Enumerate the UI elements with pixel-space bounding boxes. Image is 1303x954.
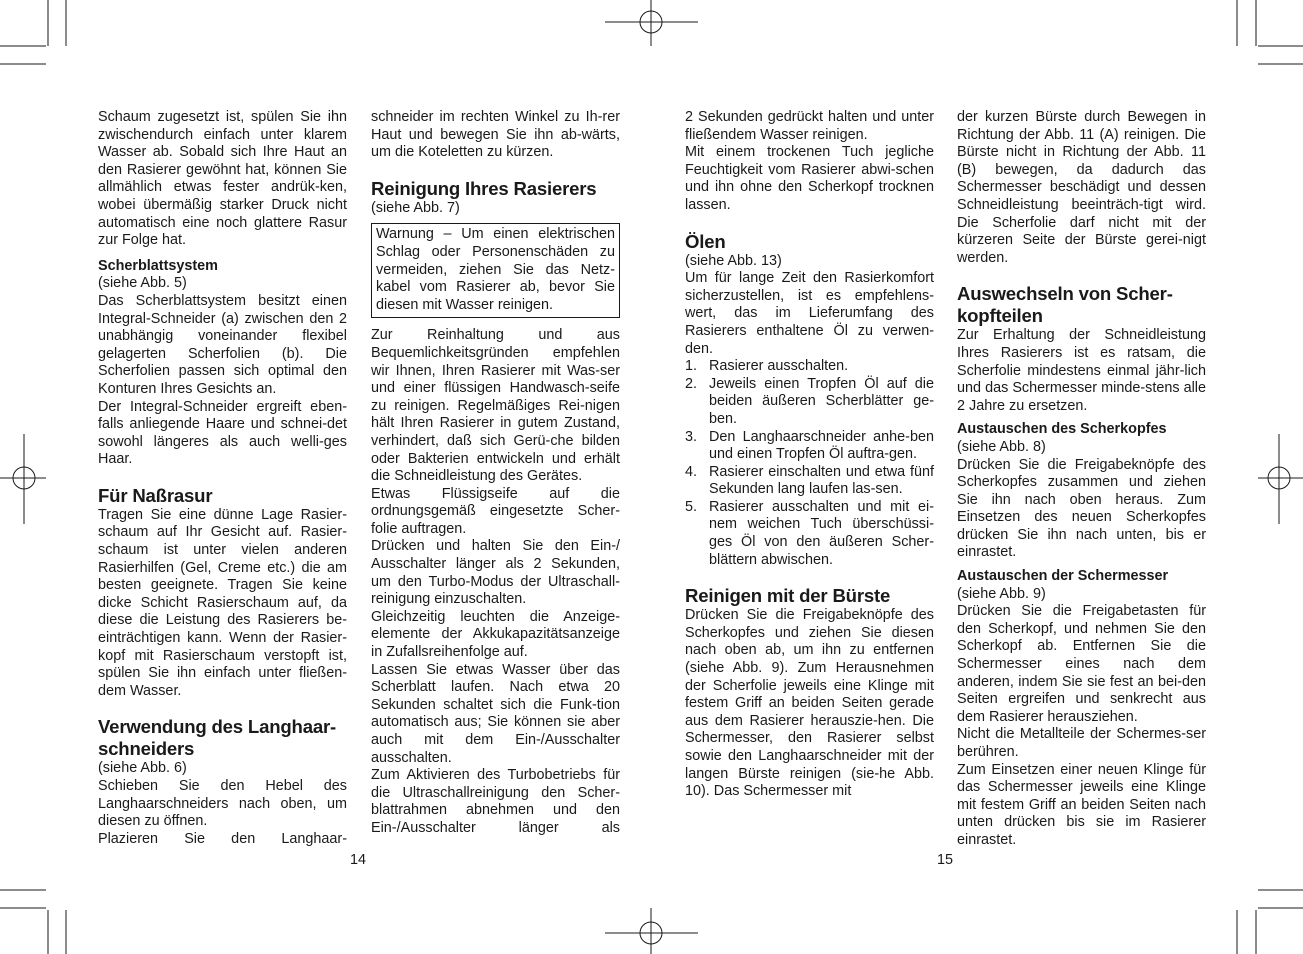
paragraph: Zum Einsetzen einer neuen Klinge für das Schermesser jeweils eine Klinge mit festem Griff an beiden Seiten nach unten drücken bis sie im Rasierer einrastet. — [957, 761, 1206, 848]
column-2 — [371, 109, 620, 838]
figure-reference: (siehe Abb. 13) — [685, 252, 782, 269]
list-item — [685, 499, 934, 569]
page-number-left: 14 — [350, 852, 367, 868]
heading-oelen: Ölen — [685, 230, 726, 252]
figure-reference: (siehe Abb. 7) — [371, 199, 460, 216]
step-number: 4. — [685, 463, 698, 480]
paragraph: Drücken Sie die Freigabeknöpfe des Scherkopfes zusammen und ziehen Sie ihn nach oben heraus. Zum Einsetzen des neuen Scherkopfes drücken Sie ihn nach unten, bis er einrastet. — [957, 456, 1206, 561]
list-item — [685, 358, 934, 376]
warning-box — [371, 223, 620, 318]
paragraph: Nicht die Metallteile der Schermes-ser berühren. — [957, 726, 1206, 760]
step-number: 2. — [685, 375, 698, 392]
paragraph: Mit einem trockenen Tuch jegliche Feuchtigkeit vom Rasierer abwi-schen und ihn ohne den Scherkopf trocknen lassen. — [685, 144, 934, 213]
paragraph: Drücken Sie die Freigabetasten für den Scherkopf, und nehmen Sie den Scherkopf ab. Entfernen Sie die Schermesser eines nach dem anderen, indem Sie sie fest an bei-den Seiten ergreifen und senkrecht aus dem Rasierer herausziehen. — [957, 603, 1206, 725]
figure-reference: (siehe Abb. 5) — [98, 275, 187, 292]
oiling-steps-list — [685, 358, 934, 569]
heading-buerste: Reinigen mit der Bürste — [685, 585, 891, 607]
step-text: Jeweils einen Tropfen Öl auf die beiden äußeren Scherblätter ge-ben. — [709, 375, 934, 427]
list-item — [685, 464, 934, 499]
paragraph: Zum Aktivieren des Turbobetriebs für die Ultraschallreinigung den Scher-blattrahmen abnehmen und den Ein-/Ausschalter länger als — [371, 767, 620, 836]
subheading-schermesser: Austauschen der Schermesser — [957, 568, 1169, 585]
paragraph: Das Scherblattsystem besitzt einen Integral-Schneider (a) zwischen den 2 unabhängig voneinander flexibel gelagerten Scherfolien (b). Die Scherfolien passen sich optimal den Konturen Ihres Gesichts an. — [98, 292, 347, 397]
paragraph: Gleichzeitig leuchten die Anzeige-elemente der Akkukapazitätsanzeige in Zufallsreihenfolge auf. — [371, 608, 620, 661]
paragraph: Schieben Sie den Hebel des Langhaarschneiders nach oben, um diesen zu öffnen. — [98, 778, 347, 830]
column-4 — [957, 109, 1206, 850]
paragraph: Zur Reinhaltung und aus Bequemlichkeitsgründen empfehlen wir Ihnen, Ihren Rasierer mit Was-ser und einer flüssigen Handwasch-seife zu reinigen. Regelmäßiges Rei-nigen hält Ihren Rasierer in gutem Zustand, verhindert, daß sich Gerü-che bilden oder Bakterien entwickeln und erhält die Schneidleistung des Gerätes. — [371, 327, 620, 485]
paragraph: 2 Sekunden gedrückt halten und unter fließendem Wasser reinigen. — [685, 109, 934, 143]
list-item — [685, 376, 934, 429]
paragraph: Schaum zugesetzt ist, spülen Sie ihn zwischendurch einfach unter klarem Wasser ab. Sobald sich Ihre Haut an den Rasierer gewöhnt hat, können Sie allmählich etwas fester andrük-ken, wobei übermäßig starker Druck nicht automatisch eine noch glattere Rasur zur Folge hat. — [98, 109, 347, 249]
step-number: 5. — [685, 498, 698, 515]
page-number-right: 15 — [937, 852, 954, 868]
paragraph: Drücken und halten Sie den Ein-/ Ausschalter länger als 2 Sekunden, um den Turbo-Modus der Ultraschall-reinigung einzuschalten. — [371, 538, 620, 608]
figure-reference: (siehe Abb. 8) — [957, 438, 1046, 455]
paragraph: schneider im rechten Winkel zu Ih-rer Haut und bewegen Sie ihn ab-wärts, um die Koteletten zu kürzen. — [371, 109, 620, 161]
step-text: Rasierer ausschalten und mit ei-nem weichen Tuch überschüssi-ges Öl von den äußeren Scher-blättern abwischen. — [709, 498, 934, 568]
heading-reinigung: Reinigung Ihres Rasierers — [371, 177, 597, 199]
heading-nassrasur: Für Naßrasur — [98, 484, 213, 506]
paragraph: Tragen Sie eine dünne Lage Rasier-schaum auf Ihr Gesicht auf. Rasier-schaum ist unter vielen anderen Rasierhilfen (Gel, Creme etc.) die am besten geeignete. Tragen Sie keine dicke Schicht Rasierschaum auf, da diese die Leistung des Rasierers be-einträchtigen kann. Wenn der Rasier-kopf mit Rasierschaum verstopft ist, spülen Sie ihn einfach unter fließen-dem Wasser. — [98, 506, 347, 699]
paragraph: Drücken Sie die Freigabeknöpfe des Scherkopfes und ziehen Sie diesen nach oben ab, um ihn zu entfernen (siehe Abb. 9). Zum Herausnehmen der Scherfolie jeweils eine Klinge mit festem Griff an beiden Seiten gerade aus dem Rasierer herauszie-hen. Die Schermesser, den Rasierer selbst sowie den Langhaarschneider mit der langen Bürste reinigen (sie-he Abb. 10). Das Schermesser mit — [685, 607, 934, 800]
paragraph: der kurzen Bürste durch Bewegen in Richtung der Abb. 11 (A) reinigen. Die Bürste nicht in Richtung der Abb. 11 (B) bewegen, da dadurch das Schermesser beschädigt und dessen Schneidleistung beeinträch-tigt wird. Die Scherfolie darf nicht mit der kürzeren Seite der Bürste gerei-nigt werden. — [957, 109, 1206, 266]
list-item — [685, 429, 934, 464]
paragraph: Der Integral-Schneider ergreift eben-falls anliegende Haare und schnei-det sowohl längeres als auch welli-ges Haar. — [98, 398, 347, 468]
column-3 — [685, 109, 934, 801]
heading-langhaarschneider: Verwendung des Langhaar-schneiders — [98, 716, 336, 760]
warning-text: Warnung – Um einen elektrischen Schlag oder Personenschäden zu vermeiden, ziehen Sie das Netz-kabel vom Rasierer ab, bevor Sie diesen mit Wasser reinigen. — [376, 226, 615, 313]
step-text: Den Langhaarschneider anhe-ben und einen Tropfen Öl auftra-gen. — [709, 428, 934, 463]
paragraph: Zur Erhaltung der Schneidleistung Ihres Rasierers ist es ratsam, die Scherfolie mindestens einmal jähr-lich und das Schermesser minde-stens alle 2 Jahre zu ersetzen. — [957, 327, 1206, 414]
paragraph: Lassen Sie etwas Wasser über das Scherblatt laufen. Nach etwa 20 Sekunden schaltet sich die Funk-tion automatisch aus; Sie können sie aber auch mit dem Ein-/Ausschalter ausschalten. — [371, 661, 620, 766]
paragraph: Plazieren Sie den Langhaar- — [98, 830, 347, 847]
figure-reference: (siehe Abb. 9) — [957, 585, 1046, 602]
paragraph: Etwas Flüssigseife auf die ordnungsgemäß eingesetzte Scher-folie auftragen. — [371, 485, 620, 537]
paragraph: Um für lange Zeit den Rasierkomfort sicherzustellen, ist es empfehlens-wert, das im Lieferumfang des Rasierers enthaltene Öl zu verwen-den. — [685, 270, 934, 357]
step-text: Rasierer ausschalten. — [709, 358, 849, 375]
step-text: Rasierer einschalten und etwa fünf Sekunden lang laufen las-sen. — [709, 463, 934, 498]
subheading-scherblattsystem: Scherblattsystem — [98, 257, 218, 274]
step-number: 1. — [685, 358, 698, 375]
figure-reference: (siehe Abb. 6) — [98, 760, 187, 777]
column-1 — [98, 109, 347, 848]
step-number: 3. — [685, 428, 698, 445]
subheading-scherkopf: Austauschen des Scherkopfes — [957, 421, 1167, 438]
heading-auswechseln: Auswechseln von Scher-kopfteilen — [957, 283, 1173, 327]
